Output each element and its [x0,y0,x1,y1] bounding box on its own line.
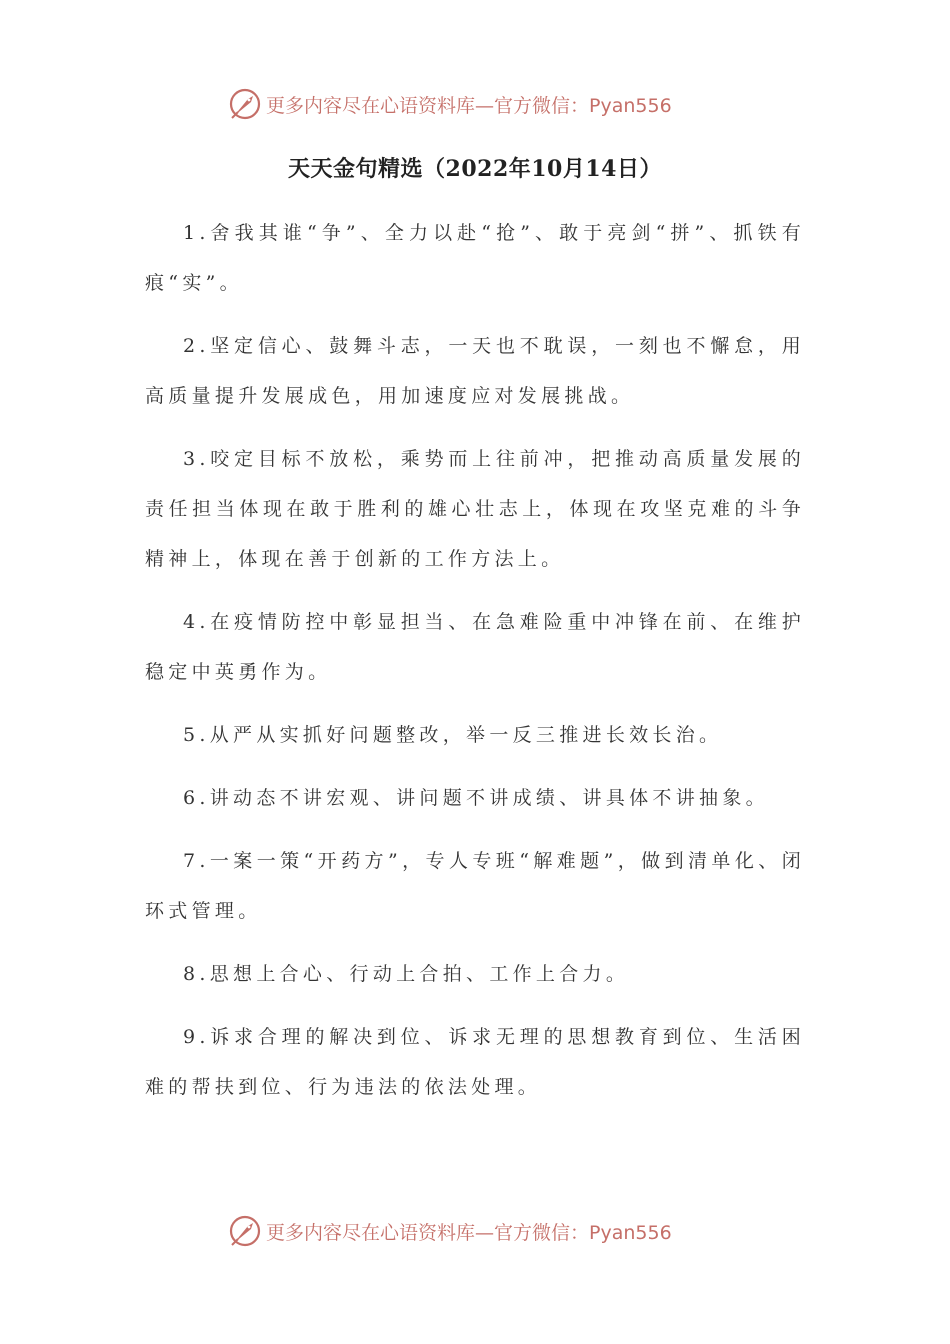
list-item: 7.一案一策“开药方”，专人专班“解难题”，做到清单化、闭环式管理。 [145,850,805,922]
quote-list [145,208,805,1125]
list-item: 8.思想上合心、行动上合拍、工作上合力。 [183,963,630,985]
pen-nib-logo-icon [228,1214,262,1248]
pen-nib-logo-icon [228,87,262,121]
footer-banner-text: 更多内容尽在心语资料库—官方微信：Pyan556 [266,1221,672,1244]
footer-banner [228,1211,748,1251]
list-item: 1.舍我其谁“争”、全力以赴“抢”、敢于亮剑“拼”、抓铁有痕“实”。 [145,222,805,294]
list-item: 9.诉求合理的解决到位、诉求无理的思想教育到位、生活困难的帮扶到位、行为违法的依法处理。 [145,1026,805,1098]
page-title: 天天金句精选（2022年10月14日） [288,156,662,182]
list-item: 2.坚定信心、鼓舞斗志，一天也不耽误，一刻也不懈怠，用高质量提升发展成色，用加速度应对发展挑战。 [145,335,805,407]
list-item: 3.咬定目标不放松，乘势而上往前冲，把推动高质量发展的责任担当体现在敢于胜利的雄心壮志上，体现在攻坚克难的斗争精神上，体现在善于创新的工作方法上。 [145,448,805,570]
header-banner [228,84,748,124]
header-banner-text: 更多内容尽在心语资料库—官方微信：Pyan556 [266,94,672,117]
list-item: 5.从严从实抓好问题整改，举一反三推进长效长治。 [183,724,723,746]
list-item: 4.在疫情防控中彰显担当、在急难险重中冲锋在前、在维护稳定中英勇作为。 [145,611,805,683]
list-item: 6.讲动态不讲宏观、讲问题不讲成绩、讲具体不讲抽象。 [183,787,769,809]
